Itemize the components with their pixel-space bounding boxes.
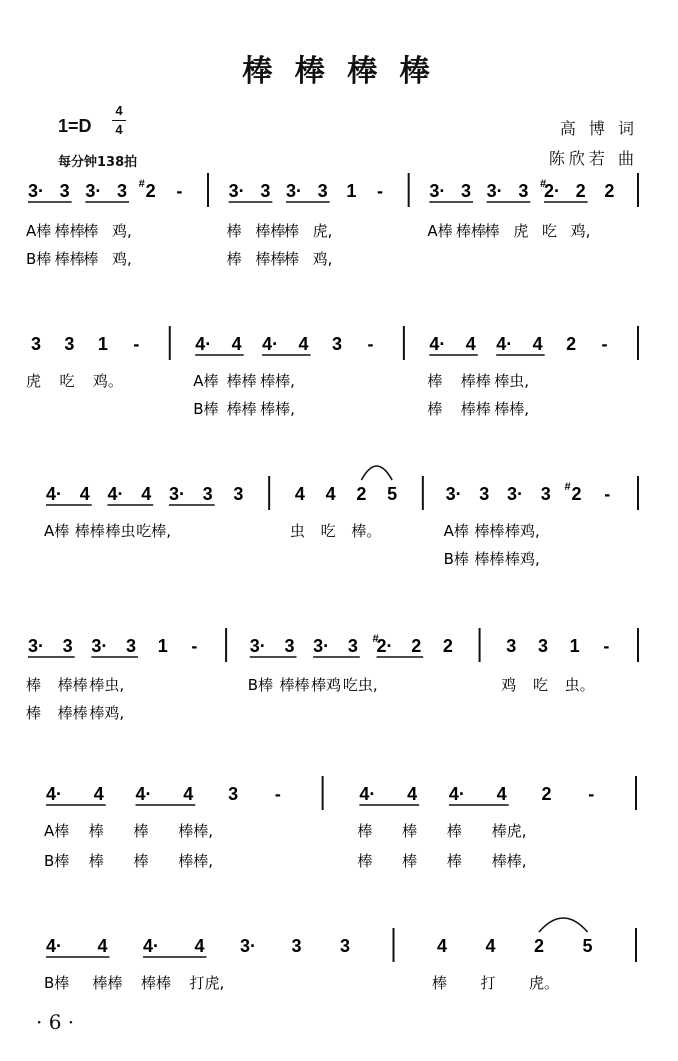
lyric-syllable: 棒棒 [54, 250, 85, 268]
note: 4· [429, 334, 446, 354]
note: 3 [317, 181, 328, 201]
lyric-syllable: 虫 [289, 522, 305, 540]
note: 2 [571, 484, 582, 504]
note: 4 [436, 936, 448, 956]
lyric-syllable: 鸡, [312, 250, 333, 268]
lyric-syllable: B棒 [26, 250, 52, 268]
lyric-syllable: 棒 [427, 372, 443, 390]
note: 3 [30, 334, 42, 354]
note-extension-dash: - [603, 636, 610, 656]
lyric-syllable: 棒棒 [74, 522, 105, 540]
lyric-syllable: 鸡, [112, 250, 132, 268]
note: 3 [284, 636, 295, 656]
lyric-syllable: 棒虫, [494, 372, 530, 390]
note: 3 [228, 784, 239, 804]
lyric-syllable: 棒棒 [226, 372, 257, 390]
note: 3 [126, 636, 137, 656]
lyric-syllable: 棒鸡, [89, 704, 125, 722]
note: 3 [202, 484, 213, 504]
lyric-syllable: 棒虎, [491, 822, 527, 840]
sharp-sign: # [372, 633, 379, 645]
note: 3· [85, 181, 102, 201]
note: 3· [91, 636, 108, 656]
note: 1 [346, 181, 357, 201]
note: 3 [233, 484, 244, 504]
lyric-syllable: 棒棒 [460, 400, 491, 418]
lyric-syllable: 鸡。 [92, 372, 123, 390]
lyric-syllable: 棒 [427, 400, 443, 418]
note: 4· [45, 936, 63, 956]
sharp-sign: # [539, 178, 547, 190]
composer-credit: 陈欣若 曲 [548, 149, 638, 168]
note: 2· [376, 636, 393, 656]
lyric-syllable: 棒 [88, 822, 104, 840]
note: 3 [59, 181, 70, 201]
note: 3 [62, 636, 73, 656]
note: 3 [506, 636, 517, 656]
note: 3· [249, 636, 266, 656]
note: 3 [291, 936, 302, 956]
note-extension-dash: - [367, 334, 374, 354]
note: 3· [445, 484, 462, 504]
lyric-syllable: 棒 [402, 822, 418, 840]
lyric-syllable: 棒鸡, [505, 522, 540, 540]
lyric-syllable: 棒 [83, 222, 99, 240]
lyric-syllable: 虎 [26, 372, 42, 390]
note: 3 [64, 334, 75, 354]
lyric-syllable: 棒 [284, 250, 300, 268]
lyric-syllable: 吃 [542, 222, 558, 240]
note: 3 [460, 181, 472, 201]
note: 2 [145, 181, 156, 201]
note: 4 [183, 784, 194, 804]
note: 4· [359, 784, 376, 804]
sharp-sign: # [138, 178, 145, 190]
note: 4 [465, 334, 476, 354]
lyric-syllable: 棒棒 [226, 400, 257, 418]
note-extension-dash: - [191, 636, 198, 656]
note: 5 [582, 936, 593, 956]
lyric-syllable: 虎, [312, 222, 333, 240]
note: 2 [604, 181, 615, 201]
lyric-syllable: 棒虫, [89, 676, 125, 694]
note: 3 [537, 636, 548, 656]
lyric-syllable: 棒棒, [491, 852, 527, 870]
lyric-syllable: 吃棒, [136, 522, 171, 540]
tempo-marking: 每分钟138拍 [58, 155, 138, 170]
note: 2· [543, 181, 561, 201]
page-number: · 6 · [36, 1010, 75, 1034]
note: 5 [387, 484, 398, 504]
time-signature-top: 4 [115, 103, 123, 118]
lyric-syllable: 棒 [133, 852, 149, 870]
lyric-syllable: B棒 [443, 550, 469, 568]
note: 4 [79, 484, 90, 504]
note: 4· [195, 334, 212, 354]
lyric-syllable: 虎 [513, 222, 529, 240]
note: 3· [168, 484, 185, 504]
key-signature: 1=D [58, 116, 92, 136]
sharp-sign: # [564, 481, 571, 493]
lyric-syllable: 棒鸡 [311, 676, 342, 694]
lyric-syllable: 棒 [133, 822, 149, 840]
lyric-syllable: 棒 [83, 250, 99, 268]
note: 2 [442, 636, 453, 656]
note: 2 [541, 784, 552, 804]
note: 4 [298, 334, 309, 354]
lyric-syllable: B棒 [193, 400, 219, 418]
note-extension-dash: - [133, 334, 140, 354]
lyric-syllable: 棒虫 [105, 522, 136, 540]
lyric-syllable: A棒 [26, 222, 52, 240]
note: 4 [407, 784, 418, 804]
note-extension-dash: - [604, 484, 611, 504]
lyric-syllable: B棒 [247, 676, 274, 694]
lyric-syllable: 吃 [59, 372, 75, 390]
note: 3· [486, 181, 503, 201]
note: 3 [479, 484, 490, 504]
note: 3· [239, 936, 257, 956]
lyric-syllable: 鸡, [112, 222, 132, 240]
note: 4· [45, 784, 63, 804]
note: 3 [339, 936, 351, 956]
lyric-syllable: 棒 [446, 852, 462, 870]
lyric-syllable: 棒棒 [92, 974, 123, 992]
note: 3 [116, 181, 128, 201]
note: 1 [97, 334, 108, 354]
note: 4· [496, 334, 513, 354]
lyric-syllable: 棒棒 [57, 676, 88, 694]
note: 3 [347, 636, 358, 656]
note: 3· [27, 181, 45, 201]
note: 4 [485, 936, 496, 956]
note: 4· [135, 784, 152, 804]
note: 4 [97, 936, 108, 956]
note: 3 [518, 181, 529, 201]
lyric-syllable: 棒 [88, 852, 104, 870]
note: 3 [260, 181, 271, 201]
note: 4 [231, 334, 242, 354]
lyric-syllable: A棒 [44, 822, 70, 840]
note: 2 [575, 181, 586, 201]
song-title: 棒 棒 棒 棒 [242, 54, 436, 89]
note: 2 [566, 334, 577, 354]
note-extension-dash: - [377, 181, 383, 201]
note: 4 [141, 484, 152, 504]
note-extension-dash: - [588, 784, 595, 804]
note: 4· [107, 484, 124, 504]
note: 3· [429, 181, 446, 201]
lyric-syllable: 棒棒 [474, 522, 505, 540]
lyric-syllable: 虫。 [564, 676, 595, 694]
lyric-syllable: A棒 [427, 222, 453, 240]
lyric-syllable: 棒 [26, 676, 42, 694]
lyric-syllable: 棒。 [351, 522, 382, 540]
lyric-syllable: 棒鸡, [505, 550, 540, 568]
lyric-syllable: 棒棒 [141, 974, 172, 992]
lyric-syllable: 棒棒 [54, 222, 85, 240]
note: 2 [411, 636, 422, 656]
lyric-syllable: 棒棒, [260, 372, 295, 390]
lyric-syllable: 打虎, [189, 974, 225, 992]
lyric-syllable: 棒 [446, 822, 462, 840]
note: 3· [228, 181, 245, 201]
lyric-syllable: 棒 [26, 704, 42, 722]
note: 3 [540, 484, 551, 504]
note: 4· [142, 936, 160, 956]
note-extension-dash: - [274, 784, 281, 804]
lyric-syllable: B棒 [44, 974, 70, 992]
note: 4· [262, 334, 279, 354]
lyric-syllable: 棒 [226, 250, 242, 268]
note: 2 [356, 484, 367, 504]
note: 2 [533, 936, 545, 956]
note: 3 [331, 334, 343, 354]
lyric-syllable: 棒 [226, 222, 242, 240]
slur-arc [539, 918, 588, 932]
note: 3· [285, 181, 303, 201]
lyric-syllable: 棒棒, [178, 822, 214, 840]
lyric-syllable: 棒棒 [456, 222, 487, 240]
lyric-syllable: 棒棒 [474, 550, 505, 568]
note: 4 [93, 784, 104, 804]
lyric-syllable: 吃虫, [342, 676, 378, 694]
lyric-syllable: 棒棒 [460, 372, 491, 390]
lyric-syllable: 棒棒, [494, 400, 530, 418]
lyric-syllable: 棒棒 [255, 250, 286, 268]
lyric-syllable: 虎。 [529, 974, 560, 992]
lyric-syllable: 棒棒 [279, 676, 310, 694]
lyric-syllable: 棒棒, [260, 400, 295, 418]
note-extension-dash: - [601, 334, 608, 354]
note: 3· [27, 636, 45, 656]
lyric-syllable: A棒 [443, 522, 469, 540]
lyric-syllable: 棒棒, [178, 852, 214, 870]
slur-arc [361, 466, 392, 480]
note: 1 [569, 636, 580, 656]
note: 1 [157, 636, 168, 656]
lyric-syllable: 棒 [357, 852, 373, 870]
lyric-syllable: 吃 [532, 676, 548, 694]
note: 4 [532, 334, 543, 354]
lyric-syllable: B棒 [44, 852, 70, 870]
note: 4 [294, 484, 305, 504]
lyric-syllable: 棒棒 [255, 222, 286, 240]
lyric-syllable: A棒 [44, 522, 70, 540]
lyric-syllable: 吃 [320, 522, 336, 540]
lyricist-credit: 高 博 词 [559, 119, 638, 138]
note: 4 [194, 936, 205, 956]
lyric-syllable: 打 [480, 974, 496, 992]
lyric-syllable: 棒 [402, 852, 418, 870]
note: 3· [313, 636, 330, 656]
lyric-syllable: 棒棒 [57, 704, 88, 722]
note: 4· [448, 784, 465, 804]
note-extension-dash: - [176, 181, 183, 201]
note: 4 [325, 484, 336, 504]
lyric-syllable: 鸡, [570, 222, 591, 240]
lyric-syllable: 鸡 [501, 676, 517, 694]
note: 3· [507, 484, 524, 504]
time-signature-bottom: 4 [115, 122, 123, 137]
lyric-syllable: 棒 [284, 222, 300, 240]
lyric-syllable: 棒 [357, 822, 373, 840]
lyric-syllable: 棒 [432, 974, 448, 992]
note: 4 [496, 784, 507, 804]
lyric-syllable: A棒 [193, 372, 219, 390]
note: 4· [45, 484, 63, 504]
lyric-syllable: 棒 [484, 222, 500, 240]
